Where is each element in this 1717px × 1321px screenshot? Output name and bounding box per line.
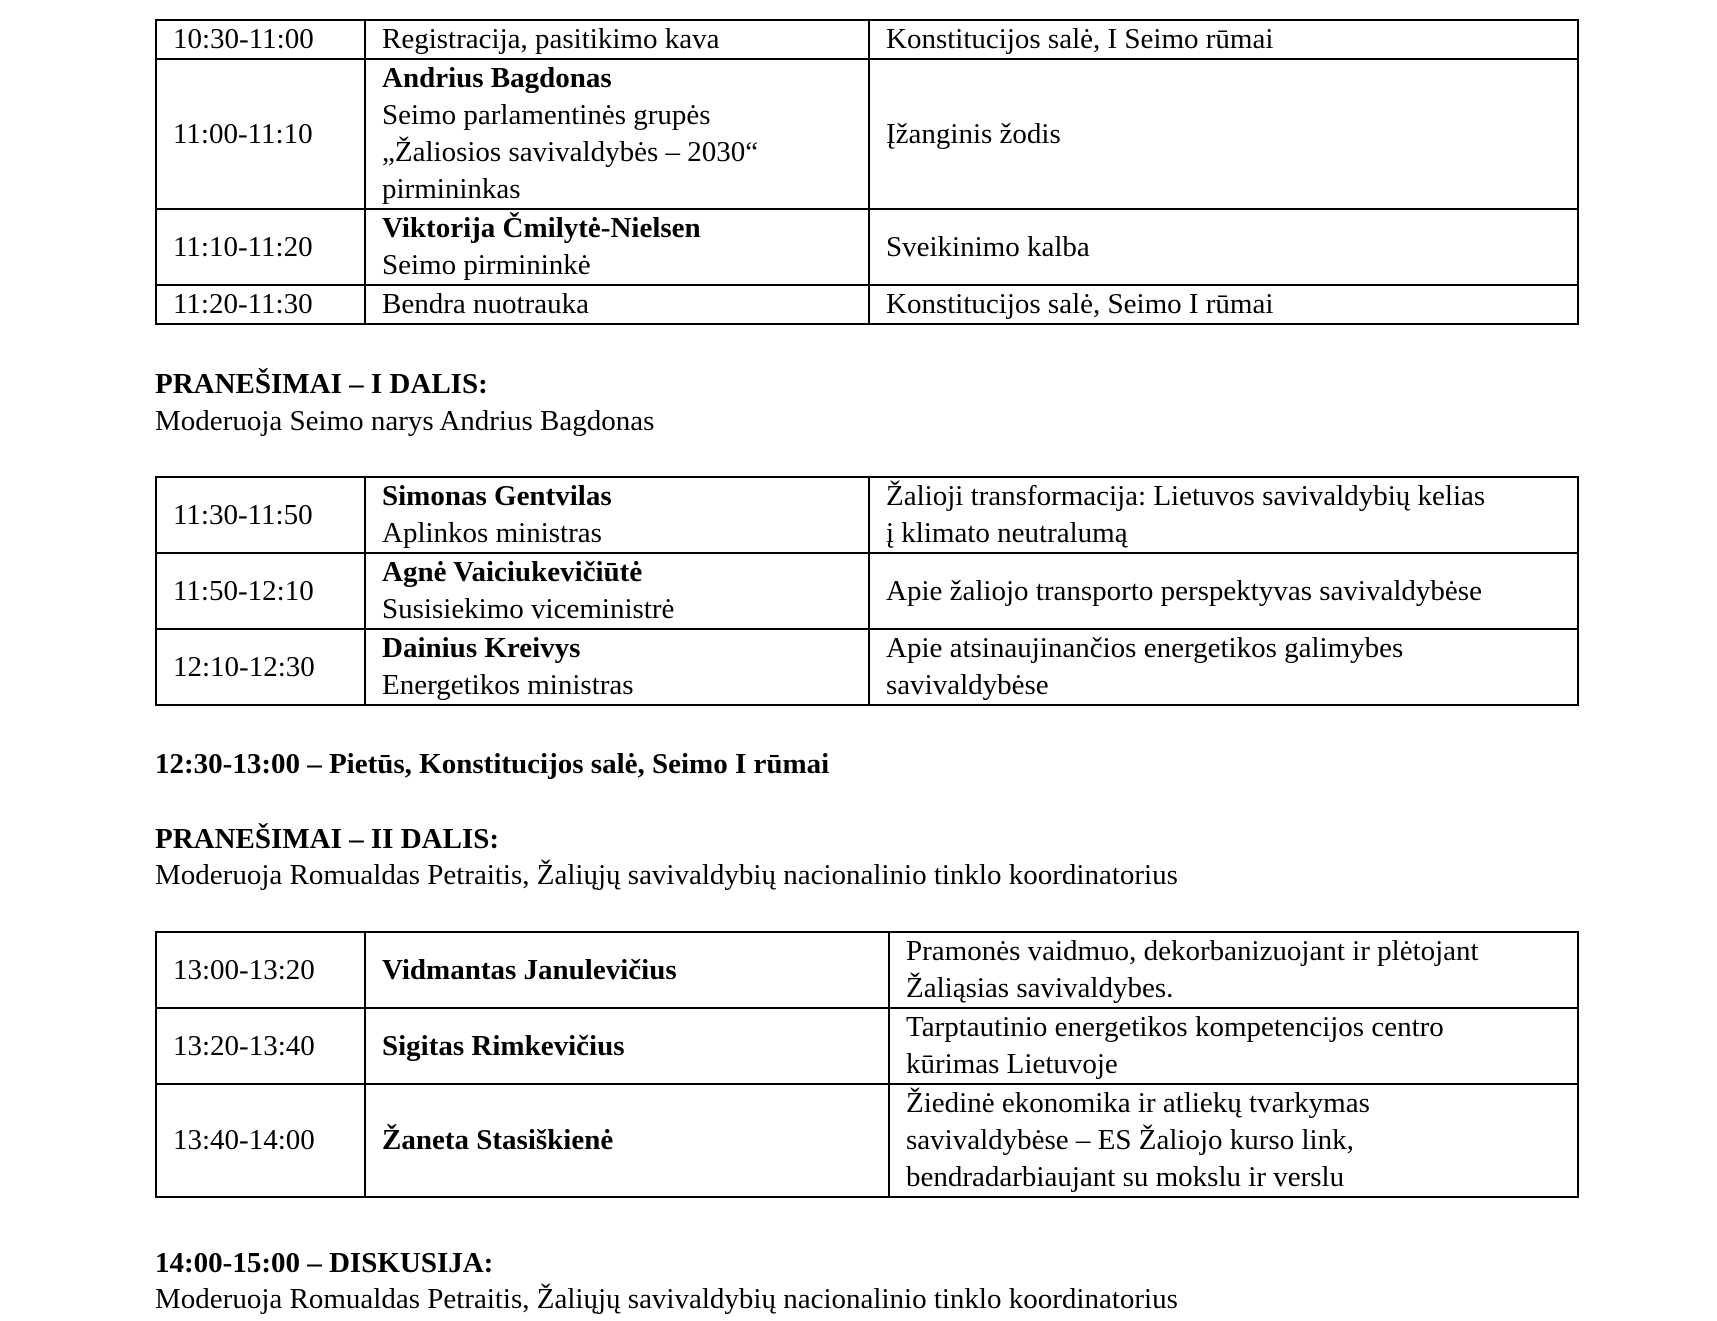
topic-text: į klimato neutralumą bbox=[886, 517, 1128, 549]
topic-text: Pramonės vaidmuo, dekorbanizuojant ir plėtojant bbox=[906, 935, 1479, 967]
speaker-name: Simonas Gentvilas bbox=[382, 480, 612, 512]
speaker-cell bbox=[365, 932, 889, 1008]
table-row bbox=[156, 285, 1578, 324]
time-cell: 10:30-11:00 bbox=[156, 20, 365, 59]
time-cell: 13:20-13:40 bbox=[156, 1008, 365, 1084]
section-heading-part-1: PRANEŠIMAI – I DALIS: bbox=[155, 368, 488, 400]
speaker-cell bbox=[365, 285, 869, 324]
topic-text: savivaldybėse – ES Žaliojo kurso link, bbox=[906, 1124, 1354, 1156]
table-row bbox=[156, 59, 1578, 209]
speaker-detail: Susisiekimo viceministrė bbox=[382, 593, 675, 625]
table-body bbox=[156, 477, 1578, 705]
topic-text: Tarptautinio energetikos kompetencijos centro bbox=[906, 1011, 1444, 1043]
section-heading-discussion: 14:00-15:00 – DISKUSIJA: bbox=[155, 1247, 494, 1279]
speaker-detail: Seimo parlamentinės grupės bbox=[382, 99, 711, 131]
time-cell: 11:30-11:50 bbox=[156, 477, 365, 553]
speaker-name: Vidmantas Janulevičius bbox=[382, 953, 677, 986]
speaker-cell bbox=[365, 477, 869, 553]
topic-cell bbox=[889, 932, 1578, 1008]
topic-text: Konstitucijos salė, Seimo I rūmai bbox=[886, 288, 1274, 320]
time-cell: 11:10-11:20 bbox=[156, 209, 365, 285]
table-row bbox=[156, 1008, 1578, 1084]
time-cell: 12:10-12:30 bbox=[156, 629, 365, 705]
moderator-part-2: Moderuoja Romualdas Petraitis, Žaliųjų savivaldybių nacionalinio tinklo koordinatorius bbox=[155, 859, 1178, 891]
topic-text: savivaldybėse bbox=[886, 669, 1049, 701]
topic-cell bbox=[889, 1084, 1578, 1197]
topic-text: Apie atsinaujinančios energetikos galimybes bbox=[886, 632, 1404, 664]
table-row bbox=[156, 553, 1578, 629]
table-row bbox=[156, 932, 1578, 1008]
time-cell: 11:00-11:10 bbox=[156, 59, 365, 209]
topic-text: Įžanginis žodis bbox=[886, 117, 1061, 150]
speaker-name: Dainius Kreivys bbox=[382, 632, 581, 664]
speaker-detail: Energetikos ministras bbox=[382, 669, 634, 701]
speaker-detail: Registracija, pasitikimo kava bbox=[382, 23, 720, 55]
table-row bbox=[156, 1084, 1578, 1197]
table-row bbox=[156, 477, 1578, 553]
topic-cell bbox=[869, 20, 1578, 59]
speaker-cell bbox=[365, 1008, 889, 1084]
topic-text: bendradarbiaujant su mokslu ir verslu bbox=[906, 1161, 1345, 1193]
speaker-detail: pirmininkas bbox=[382, 173, 521, 205]
topic-cell bbox=[869, 209, 1578, 285]
schedule-table-opening bbox=[155, 19, 1579, 325]
speaker-cell bbox=[365, 209, 869, 285]
lunch-line: 12:30-13:00 – Pietūs, Konstitucijos salė, Seimo I rūmai bbox=[155, 748, 830, 780]
topic-text: Žalioji transformacija: Lietuvos savivaldybių kelias bbox=[886, 480, 1486, 512]
table-row bbox=[156, 629, 1578, 705]
topic-cell bbox=[889, 1008, 1578, 1084]
time-cell: 11:50-12:10 bbox=[156, 553, 365, 629]
topic-cell bbox=[869, 629, 1578, 705]
moderator-discussion: Moderuoja Romualdas Petraitis, Žaliųjų savivaldybių nacionalinio tinklo koordinatorius bbox=[155, 1283, 1178, 1315]
schedule-table-part-1 bbox=[155, 476, 1579, 706]
table-body bbox=[156, 20, 1578, 324]
speaker-name: Sigitas Rimkevičius bbox=[382, 1029, 625, 1062]
topic-text: Žiedinė ekonomika ir atliekų tvarkymas bbox=[906, 1087, 1370, 1119]
section-heading-part-2: PRANEŠIMAI – II DALIS: bbox=[155, 823, 500, 855]
topic-text: kūrimas Lietuvoje bbox=[906, 1048, 1118, 1080]
time-cell: 11:20-11:30 bbox=[156, 285, 365, 324]
topic-cell bbox=[869, 285, 1578, 324]
table-row bbox=[156, 209, 1578, 285]
speaker-cell bbox=[365, 59, 869, 209]
speaker-cell bbox=[365, 553, 869, 629]
topic-text: Apie žaliojo transporto perspektyvas savivaldybėse bbox=[886, 574, 1482, 607]
time-cell: 13:00-13:20 bbox=[156, 932, 365, 1008]
topic-text: Konstitucijos salė, I Seimo rūmai bbox=[886, 23, 1274, 55]
speaker-detail: Bendra nuotrauka bbox=[382, 288, 589, 320]
topic-cell bbox=[869, 477, 1578, 553]
table-row bbox=[156, 20, 1578, 59]
moderator-part-1: Moderuoja Seimo narys Andrius Bagdonas bbox=[155, 405, 655, 437]
speaker-name: Viktorija Čmilytė-Nielsen bbox=[382, 212, 701, 244]
topic-text: Sveikinimo kalba bbox=[886, 230, 1090, 263]
table-body bbox=[156, 932, 1578, 1197]
speaker-name: Žaneta Stasiškienė bbox=[382, 1124, 614, 1156]
topic-cell bbox=[869, 59, 1578, 209]
speaker-cell bbox=[365, 1084, 889, 1197]
topic-cell bbox=[869, 553, 1578, 629]
speaker-detail: „Žaliosios savivaldybės – 2030“ bbox=[382, 136, 759, 168]
speaker-name: Andrius Bagdonas bbox=[382, 62, 612, 94]
schedule-table-part-2 bbox=[155, 931, 1579, 1198]
speaker-detail: Seimo pirmininkė bbox=[382, 249, 591, 281]
topic-text: Žaliąsias savivaldybes. bbox=[906, 972, 1174, 1004]
speaker-cell bbox=[365, 629, 869, 705]
speaker-name: Agnė Vaiciukevičiūtė bbox=[382, 556, 643, 588]
speaker-cell bbox=[365, 20, 869, 59]
time-cell: 13:40-14:00 bbox=[156, 1084, 365, 1197]
speaker-detail: Aplinkos ministras bbox=[382, 517, 602, 549]
